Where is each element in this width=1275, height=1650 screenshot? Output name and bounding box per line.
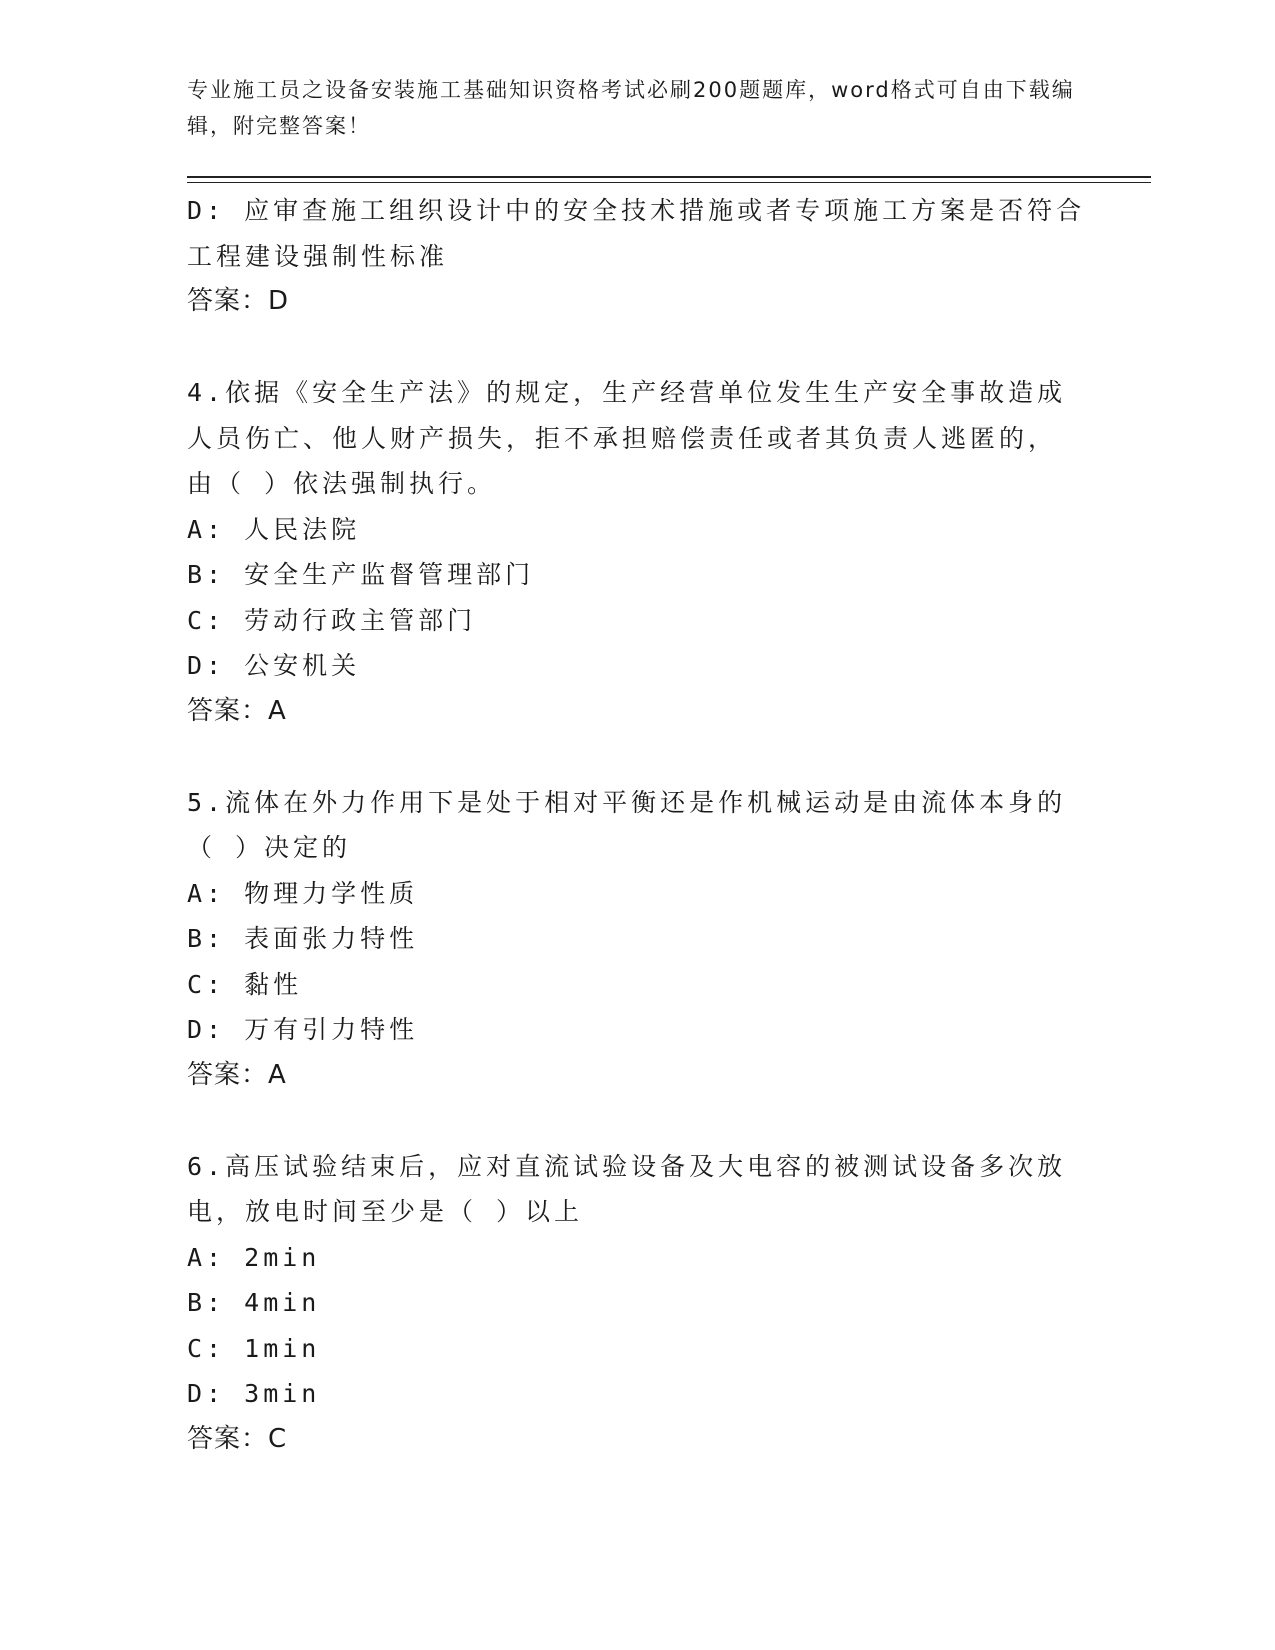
q5-option-b: B: 表面张力特性 [187, 924, 419, 953]
header-rule-thin [187, 182, 1151, 183]
document-header: 专业施工员之设备安装施工基础知识资格考试必刷200题题库，word格式可自由下载编辑，附完整答案！ [187, 78, 1075, 138]
q4-option-a: A: 人民法院 [187, 514, 361, 544]
q3-option-d-line2: 工程建设强制性标准 [187, 241, 449, 271]
spacer [187, 325, 1087, 371]
question-6 [187, 1144, 1087, 1463]
q6-option-c: C: 1min [187, 1333, 321, 1363]
q4-stem-line1: 4.依据《安全生产法》的规定，生产经营单位发生生产安全事故造成 [187, 378, 1067, 407]
q4-stem-line3: 由（ ）依法强制执行。 [187, 469, 497, 498]
q3-option-d-line1: D: 应审查施工组织设计中的安全技术措施或者专项施工方案是否符合 [187, 196, 1086, 225]
question-3-tail [187, 188, 1087, 325]
question-list [187, 188, 1087, 1462]
q6-option-a: A: 2min [187, 1242, 321, 1272]
q4-option-d: D: 公安机关 [187, 651, 361, 680]
q6-stem-line2: 电，放电时间至少是（ ）以上 [187, 1197, 584, 1226]
header-rule-thick [187, 176, 1151, 178]
q4-option-c: C: 劳动行政主管部门 [187, 605, 477, 635]
question-4 [187, 370, 1087, 734]
q6-answer: 答案：C [187, 1423, 288, 1454]
q6-option-b: B: 4min [187, 1288, 321, 1317]
q5-answer: 答案：A [187, 1059, 287, 1090]
q4-option-b: B: 安全生产监督管理部门 [187, 560, 535, 589]
q6-stem-line1: 6.高压试验结束后，应对直流试验设备及大电容的被测试设备多次放 [187, 1151, 1067, 1181]
q5-stem-line1: 5.流体在外力作用下是处于相对平衡还是作机械运动是由流体本身的 [187, 787, 1067, 817]
q5-stem-line2: （ ）决定的 [187, 833, 352, 862]
q5-option-c: C: 黏性 [187, 969, 303, 999]
q4-stem-line2: 人员伤亡、他人财产损失，拒不承担赔偿责任或者其负责人逃匿的， [187, 423, 1058, 453]
spacer [187, 1098, 1087, 1144]
q6-option-d: D: 3min [187, 1379, 321, 1408]
q4-answer: 答案：A [187, 695, 287, 726]
question-5 [187, 780, 1087, 1099]
q5-option-a: A: 物理力学性质 [187, 878, 419, 908]
q5-option-d: D: 万有引力特性 [187, 1015, 419, 1044]
spacer [187, 734, 1087, 780]
q3-answer: 答案：D [187, 286, 290, 316]
